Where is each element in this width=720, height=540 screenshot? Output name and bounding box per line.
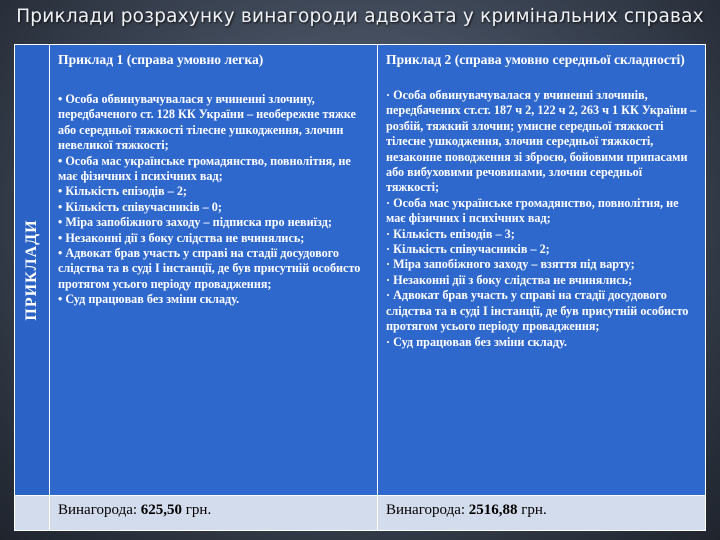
example-1-bullet: • Кількість епізодів – 2; bbox=[58, 184, 187, 199]
reward-currency: грн. bbox=[521, 502, 547, 518]
example-2-bullet: · Особа мас українське громадянство, повнолітня, не має фізичних і психічних вад; bbox=[386, 195, 679, 226]
example-1-bullet: • Особа мас українське громадянство, повнолітня, не має фізичних і психічних вад; bbox=[58, 153, 351, 184]
example-2-bullet: · Кількість епізодів – 3; bbox=[386, 226, 515, 241]
example-1-bullet: • Особа обвинувачувалася у вчиненні злочину, передбаченого ст. 128 КК України – необережне тяжке або середньої тяжкості тілесне ушкодження, злочин невеликої тяжкості; bbox=[58, 92, 356, 153]
example-2-bullet: · Кількість співучасників – 2; bbox=[386, 242, 550, 257]
example-1-bullet: • Незаконні дії з боку слідства не вчинялись; bbox=[58, 230, 305, 245]
reward-label: Винагорода: bbox=[386, 502, 466, 518]
example-1-title: Приклад 1 (справа умовно легка) bbox=[58, 52, 264, 67]
example-1-bullets bbox=[58, 92, 369, 308]
row-label: ПРИКЛАДИ bbox=[23, 219, 40, 321]
reward-currency: грн. bbox=[185, 502, 212, 518]
example-2-cell bbox=[378, 45, 706, 496]
examples-row bbox=[15, 45, 706, 496]
example-2-bullet: · Особа обвинувачувалася у вчиненні злочинів, передбачених ст.ст. 187 ч 2, 122 ч 2, 263 ч 1 КК України – розбій, тяжкий злочин; умисне середньої тяжкості тілесне ушкодження, злочин середньої тяжкості, незаконне поводження зі зброєю, бойовими припасами або вибуховими речовинами, злочин середньої тяжкості; bbox=[386, 88, 697, 195]
example-2-bullets bbox=[386, 88, 697, 350]
example-2-bullet: · Міра запобіжного заходу – взяття під варту; bbox=[386, 257, 635, 272]
example-1-bullet: • Кількість співучасників – 0; bbox=[58, 199, 222, 214]
examples-table bbox=[14, 44, 706, 531]
example-1-bullet: • Міра запобіжного заходу – підписка про невиїзд; bbox=[58, 215, 332, 230]
reward-row bbox=[15, 496, 706, 531]
example-2-bullet: · Незаконні дії з боку слідства не вчинялись; bbox=[386, 272, 633, 287]
example-2-bullet: · Адвокат брав участь у справі на стадії досудового слідства та в суді І інстанції, де був присутній особисто протягом усього періоду провадження; bbox=[386, 288, 689, 334]
reward-row-label-cell bbox=[15, 496, 50, 531]
example-1-cell bbox=[50, 45, 378, 496]
example-2-reward bbox=[378, 496, 706, 531]
example-1-bullet: • Суд працював без зміни складу. bbox=[58, 292, 240, 307]
reward-label: Винагорода: bbox=[58, 502, 138, 518]
example-2-title: Приклад 2 (справа умовно середньої складності) bbox=[386, 52, 685, 67]
reward-amount: 625,50 bbox=[140, 502, 183, 518]
example-2-bullet: · Суд працював без зміни складу. bbox=[386, 334, 567, 349]
example-1-bullet: • Адвокат брав участь у справі на стадії досудового слідства та в суді І інстанції, де був присутній особисто протягом усього періоду провадження; bbox=[58, 246, 361, 291]
row-label-cell bbox=[15, 45, 50, 496]
reward-amount: 2516,88 bbox=[468, 502, 518, 518]
example-1-reward bbox=[50, 496, 378, 531]
slide-title: Приклади розрахунку винагороди адвоката у кримінальних справах bbox=[16, 6, 704, 27]
